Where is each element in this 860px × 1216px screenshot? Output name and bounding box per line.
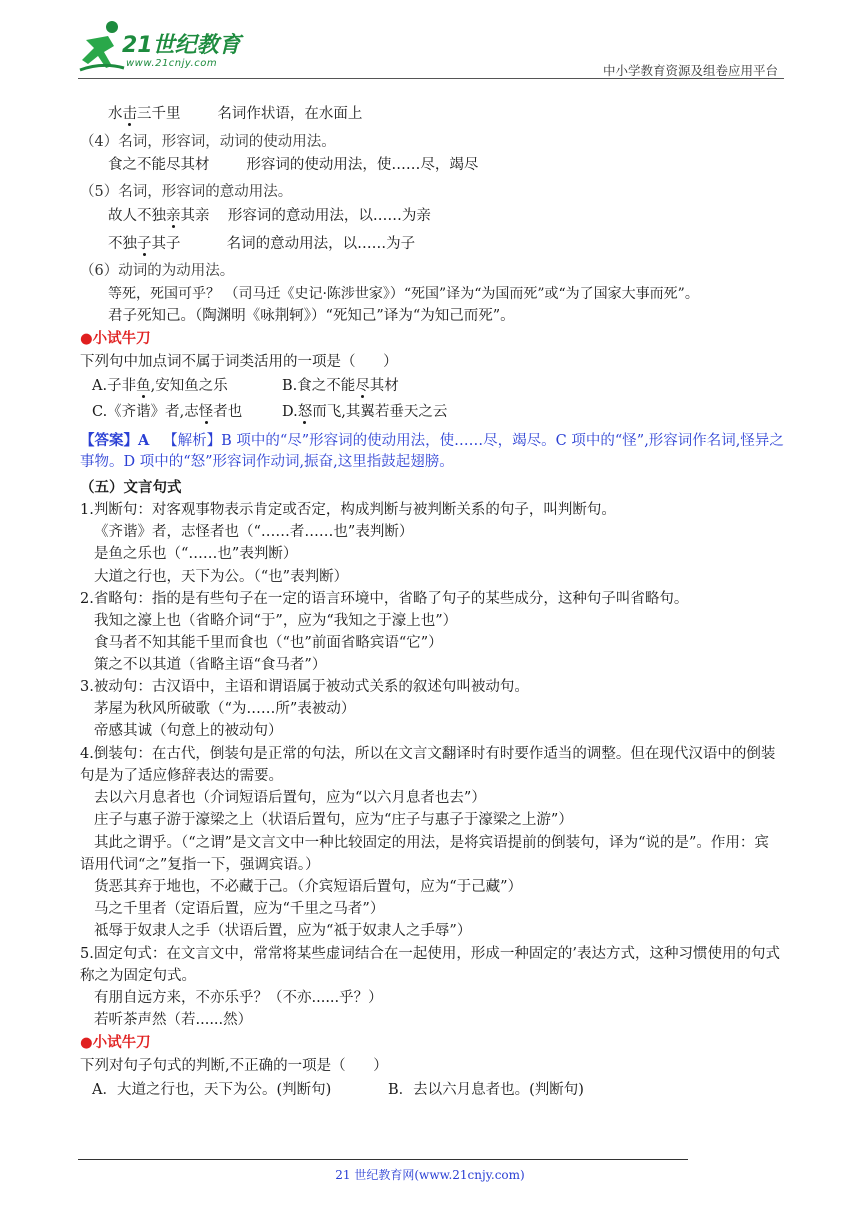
subheading: （6）动词的为动用法。 <box>80 263 235 279</box>
option-b[interactable]: B．去以六月息者也。(判断句) <box>388 1082 584 1098</box>
example-line: 食马者不知其能千里而食也（“也”前面省略宾语“它”） <box>94 635 443 651</box>
example-line: 是鱼之乐也（“……也”表判断） <box>94 546 298 562</box>
runner-logo-icon <box>78 18 128 74</box>
question: 下列对句子句式的判断,不正确的一项是（ ） <box>80 1058 388 1074</box>
logo-text: 21世纪教育 <box>122 33 241 58</box>
example-line: 水击三千里 名词作状语，在水面上 <box>108 106 363 122</box>
emphasis-char: 亲 <box>166 208 181 224</box>
question: 下列句中加点词不属于词类活用的一项是（ ） <box>80 354 398 370</box>
page-header <box>78 18 784 80</box>
example-line: 我知之濠上也（省略介词“于”，应为“我知之于濠上也”） <box>94 613 458 629</box>
rule-line: 1.判断句：对客观事物表示肯定或否定，构成判断与被判断关系的句子，叫判断句。 <box>80 502 616 518</box>
section-title: （五）文言句式 <box>80 479 182 496</box>
example-line: 祗辱于奴隶人之手（状语后置，应为“祗于奴隶人之手辱”） <box>94 923 472 939</box>
example-line: 有朋自远方来，不亦乐乎？（不亦......乎？） <box>94 990 383 1006</box>
bullet-dot-icon: ● <box>80 330 93 347</box>
option-b[interactable]: B.食之不能尽其材 <box>282 378 399 394</box>
header-divider <box>78 78 784 79</box>
example-line: 故人不独亲其亲 形容词的意动用法，以……为亲 <box>108 208 431 224</box>
practice-heading: ●小试牛刀 <box>80 330 151 347</box>
footer-link[interactable]: 21 世纪教育网(www.21cnjy.com) <box>335 1168 525 1182</box>
rule-paragraph: 4.倒装句：在古代，倒装句是正常的句法，所以在文言文翻译时有时要作适当的调整。但在现代汉语中的倒装句是为了适应修辞表达的需要。 <box>80 746 776 784</box>
subheading: （4）名词，形容词，动词的使动用法。 <box>80 134 336 150</box>
option-a[interactable]: A．大道之行也，天下为公。(判断句) <box>92 1082 332 1098</box>
example-line: 货恶其弃于地也，不必藏于己。（介宾短语后置句，应为“于己藏”） <box>94 879 523 895</box>
option-a[interactable]: A.子非鱼,安知鱼之乐 <box>92 378 228 394</box>
example-line: 帝感其诚（句意上的被动句） <box>94 723 283 739</box>
bullet-dot-icon: ● <box>80 1034 93 1051</box>
example-line: 《齐谐》者，志怪者也（“……者……也”表判断） <box>94 524 414 540</box>
answer-block <box>80 430 784 473</box>
example-line: 大道之行也，天下为公。（“也”表判断） <box>94 569 349 585</box>
rule-paragraph: 5.固定句式：在文言文中，常常将某些虚词结合在一起使用，形成一种固定的’表达方式，这种习惯使用的句式称之为固定句式。 <box>80 946 780 984</box>
example-line: 等死，死国可乎？ （司马迁《史记·陈涉世家》）“死国”译为“为国而死”或“为了国家大事而死”。 <box>108 286 699 302</box>
answer-explanation: 【解析】B 项中的“尽”形容词的使动用法，使……尽，竭尽。C 项中的“怪”,形容词作名词,怪异之事物。D 项中的“怒”形容词作动词,振奋,这里指鼓起翅膀。 <box>80 433 784 470</box>
example-line: 马之千里者（定语后置，应为“千里之马者”） <box>94 901 385 917</box>
example-line: 若听茶声然（若......然） <box>94 1012 253 1028</box>
site-logo[interactable] <box>78 18 278 76</box>
platform-name: 中小学教育资源及组卷应用平台 <box>602 63 778 78</box>
subheading: （5）名词，形容词的意动用法。 <box>80 184 293 200</box>
emphasis-char: 击 <box>122 106 137 122</box>
practice-heading: ●小试牛刀 <box>80 1034 151 1051</box>
logo-url: www.21cnjy.com <box>126 58 218 69</box>
example-line: 茅屋为秋风所破歌（“为……所”表被动） <box>94 701 356 717</box>
example-line: 食之不能尽其材 形容词的使动用法，使……尽，竭尽 <box>108 157 479 173</box>
example-line: 策之不以其道（省略主语“食马者”） <box>94 657 327 673</box>
emphasis-char: 子 <box>137 236 152 252</box>
rule-line: 2.省略句：指的是有些句子在一定的语言环境中，省略了句子的某些成分，这种句子叫省略句。 <box>80 591 689 607</box>
option-c[interactable]: C.《齐谐》者,志怪者也 <box>92 404 243 420</box>
example-paragraph: 其此之谓乎。（“之谓”是文言文中一种比较固定的用法，是将宾语提前的倒装句，译为“说的是”。作用：宾语用代词“之”复指一下，强调宾语。） <box>80 835 769 873</box>
example-line: 不独子其子 名词的意动用法，以……为子 <box>108 236 416 252</box>
example-line: 君子死知己。（陶渊明《咏荆轲》）“死知己”译为“为知己而死”。 <box>108 308 515 324</box>
rule-line: 3.被动句：古汉语中，主语和谓语属于被动式关系的叙述句叫被动句。 <box>80 679 529 695</box>
footer-divider <box>78 1159 688 1160</box>
answer-label: 【答案】A <box>80 432 150 449</box>
example-line: 庄子与惠子游于濠梁之上（状语后置句，应为“庄子与惠子于濠梁之上游”） <box>94 812 573 828</box>
example-line: 去以六月息者也（介词短语后置句，应为“以六月息者也去”） <box>94 790 486 806</box>
option-d[interactable]: D.怒而飞,其翼若垂天之云 <box>282 404 448 420</box>
